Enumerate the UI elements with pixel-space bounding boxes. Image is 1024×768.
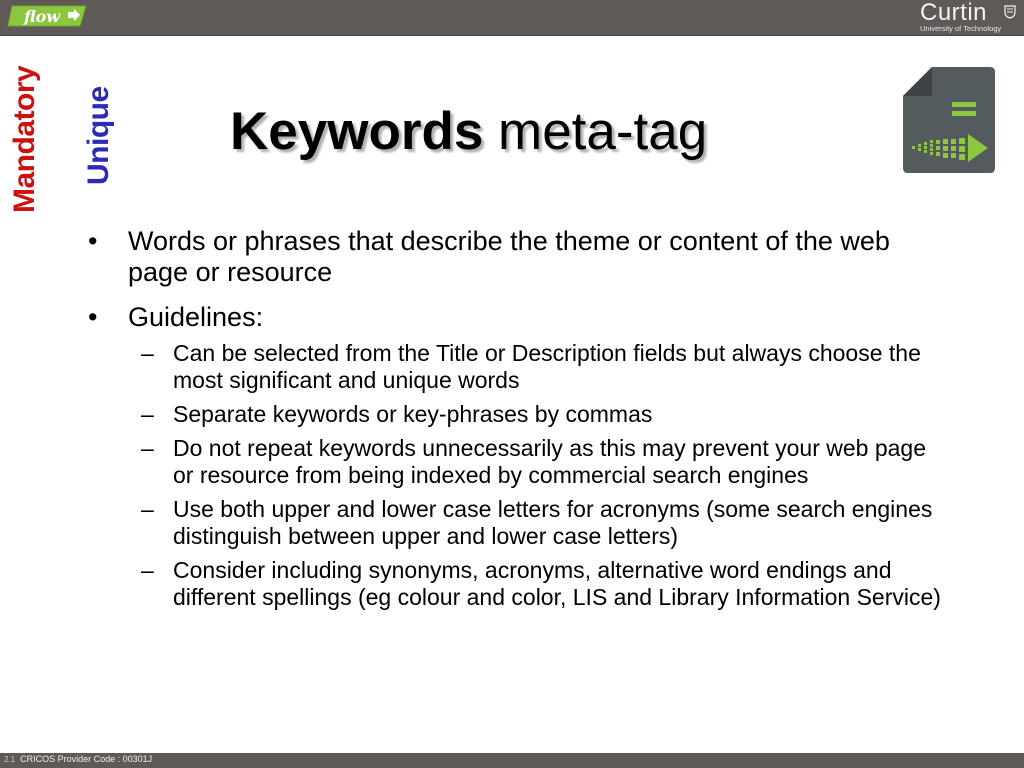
sub-bullet-item xyxy=(86,496,946,550)
sub-bullet-text: Consider including synonyms, acronyms, alternative word endings and different spellings (eg colour and color, LIS and Library Information Service) xyxy=(173,557,941,610)
dash-marker: – xyxy=(141,435,154,461)
slide-content xyxy=(86,226,946,618)
dash-marker: – xyxy=(141,557,154,583)
sub-bullet-text: Use both upper and lower case letters for acronyms (some search engines distinguish between upper and lower case letters) xyxy=(173,496,933,549)
bullet-text: Words or phrases that describe the theme or content of the web page or resource xyxy=(128,226,890,287)
curtin-shield-icon xyxy=(1004,5,1016,19)
flow-logo-text: flow xyxy=(24,7,61,26)
curtin-logo xyxy=(916,1,1020,35)
unique-label: Unique xyxy=(82,86,115,185)
guidelines-list xyxy=(86,340,946,611)
sub-bullet-text: Do not repeat keywords unnecessarily as this may prevent your web page or resource from being indexed by commercial search engines xyxy=(173,435,927,488)
institution-subtitle: University of Technology xyxy=(920,24,1002,33)
footer-text xyxy=(4,754,152,764)
bullet-text: Guidelines: xyxy=(128,302,264,332)
dash-marker: – xyxy=(141,496,154,522)
bullet-marker: • xyxy=(88,226,98,256)
bullet-marker: • xyxy=(88,302,98,332)
top-bar xyxy=(0,0,1024,36)
mandatory-label: Mandatory xyxy=(8,65,41,213)
dash-marker: – xyxy=(141,401,154,427)
bullet-item xyxy=(86,302,946,333)
title-normal: meta-tag xyxy=(498,102,708,161)
sub-bullet-item xyxy=(86,401,946,428)
flow-logo-icon xyxy=(6,3,88,29)
dash-marker: – xyxy=(141,340,154,366)
sub-bullet-item xyxy=(86,557,946,611)
sub-bullet-item xyxy=(86,340,946,394)
page-title xyxy=(230,102,707,162)
sub-bullet-text: Can be selected from the Title or Description fields but always choose the most significant and unique words xyxy=(173,340,921,393)
institution-name: Curtin xyxy=(920,0,988,26)
title-bold: Keywords xyxy=(230,102,484,161)
sub-bullet-text: Separate keywords or key-phrases by commas xyxy=(173,401,653,427)
sub-bullet-item xyxy=(86,435,946,489)
document-export-icon xyxy=(902,66,996,174)
footer-bar xyxy=(0,753,1024,768)
cricos-code: CRICOS Provider Code : 00301J xyxy=(20,754,153,764)
bullet-item xyxy=(86,226,946,288)
slide-number: 2.1 xyxy=(4,755,16,764)
